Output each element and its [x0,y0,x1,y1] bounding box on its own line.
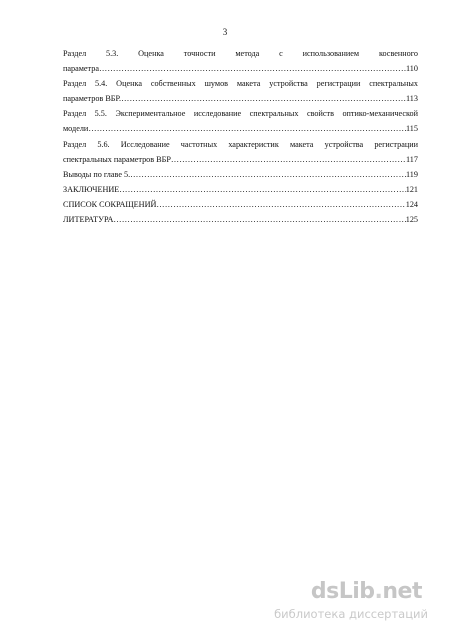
toc-page-number: 115 [406,124,418,134]
toc-entry-title: Раздел 5.5. Экспериментальное исследование спектральных свойств оптико-механической [63,109,418,119]
toc-entry-title: Раздел 5.4. Оценка собственных шумов макета устройства регистрации спектральных [63,79,418,89]
toc-entry-title: Выводы по главе 5. [63,169,131,179]
toc-page-number: 119 [406,169,418,179]
dot-leader [156,197,405,212]
dot-leader [119,182,405,197]
toc-entry-5-5 [63,106,418,136]
table-of-contents [63,46,418,227]
toc-entry-conclusions-ch5 [63,167,418,182]
toc-entry-title-cont: модели [63,124,89,134]
toc-page-number: 124 [405,199,418,209]
page-number: 3 [222,27,228,37]
toc-entry-title: ЗАКЛЮЧЕНИЕ [63,184,120,194]
toc-page-number: 110 [406,64,418,74]
toc-page-number: 121 [405,184,418,194]
toc-entry-title: Раздел 5.6. Исследование частотных характеристик макета устройства регистрации [63,139,418,149]
toc-page-number: 117 [406,154,418,164]
toc-entry-title-cont: параметра [63,64,99,74]
dot-leader [121,91,406,106]
toc-page-number: 125 [405,215,418,225]
toc-entry-title: Раздел 5.3. Оценка точности метода с использованием косвенного [63,49,418,58]
toc-entry-title: СПИСОК СОКРАЩЕНИЙ [63,199,157,209]
toc-entry-references [63,212,418,227]
logo-ds: ds [310,579,339,604]
logo-net: net [382,579,422,604]
toc-entry-title: ЛИТЕРАТУРА [63,215,114,225]
dot-leader [88,121,406,136]
logo-lib: Lib [338,579,375,604]
toc-page-number: 113 [406,94,418,104]
toc-entry-5-3 [63,46,418,76]
toc-entry-title-cont: спектральных параметров ВБР [63,154,171,164]
toc-entry-conclusion [63,182,418,197]
dslib-watermark [276,579,436,627]
toc-entry-5-4 [63,76,418,106]
logo-dot: . [374,579,383,604]
watermark-tagline: библиотека диссертаций [274,607,428,621]
toc-entry-abbreviations [63,197,418,212]
dot-leader [130,167,406,182]
dot-leader [171,152,406,167]
dot-leader [99,61,406,76]
dslib-logo [311,579,422,604]
toc-entry-5-6 [63,137,418,167]
toc-entry-title-cont: параметров ВБР. [63,94,122,104]
dot-leader [113,212,405,227]
